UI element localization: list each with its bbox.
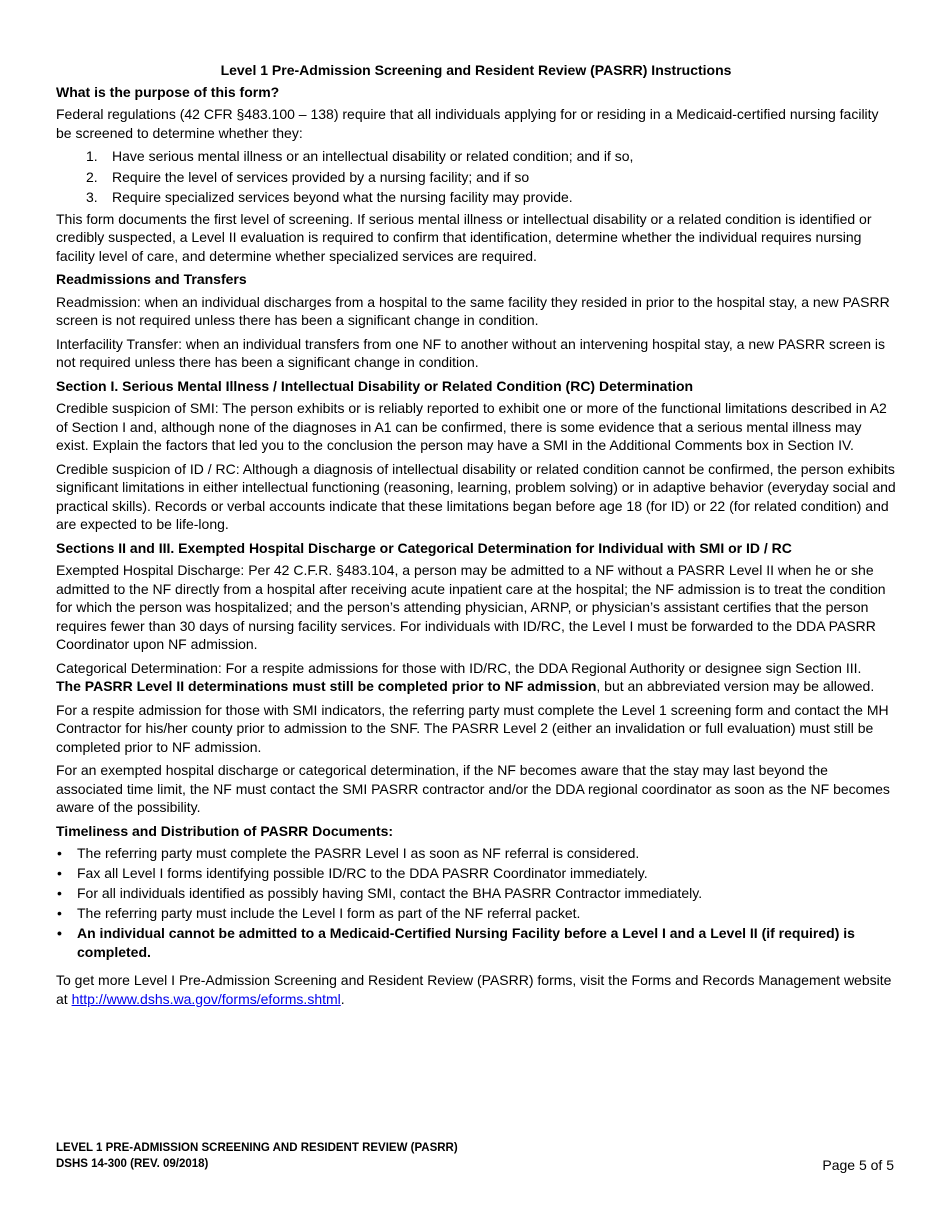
item-text: Require the level of services provided by a nursing facility; and if so	[112, 168, 530, 185]
item-number: 3.	[86, 189, 98, 205]
purpose-item	[56, 188, 896, 207]
closing-paragraph	[56, 971, 896, 1008]
forms-website-link[interactable]: http://www.dshs.wa.gov/forms/eforms.shtml	[71, 990, 341, 1007]
readmissions-heading: Readmissions and Transfers	[56, 271, 247, 287]
list-item-text: The referring party must include the Level I form as part of the NF referral packet.	[77, 905, 581, 921]
list-item-text: For all individuals identified as possibly having SMI, contact the BHA PASRR Contractor immediately.	[77, 885, 703, 901]
bullet-glyph: •	[57, 865, 62, 881]
exempted-paragraph: Exempted Hospital Discharge: Per 42 C.F.R. §483.104, a person may be admitted to a NF without a PASRR Level II when he or she admitted to the NF directly from a hospital after receiving acute inpatient care at the hospital; the NF admission is to treat the condition for which the person was hospitalized; and the person’s attending physician, ARNP, or physician’s assistant certifies that the person requires fewer than 30 days of nursing facility services. For individuals with ID/RC, the Level I must be forwarded to the DDA PASRR Coordinator upon NF admission.	[56, 562, 886, 652]
document-title: Level 1 Pre-Admission Screening and Resident Review (PASRR) Instructions	[220, 62, 732, 78]
respite-paragraph: For a respite admission for those with SMI indicators, the referring party must complete the Level 1 screening form and contact the MH Contractor for his/her county prior to admission to the SNF. The PASRR Level 2 (either an invalidation or full evaluation) must still be completed prior to NF admission.	[56, 701, 889, 755]
document-body	[56, 61, 896, 1013]
section2-heading: Sections II and III. Exempted Hospital Discharge or Categorical Determination for Individual with SMI or ID / RC	[56, 539, 792, 556]
list-item-text: Fax all Level I forms identifying possible ID/RC to the DDA PASRR Coordinator immediately.	[77, 865, 648, 881]
closing-text: To get more Level I Pre-Admission Screening and Resident Review (PASRR) forms, visit the Forms and Records Management website at	[56, 972, 892, 1007]
purpose-item	[56, 168, 896, 187]
purpose-list	[56, 147, 896, 207]
list-item	[56, 844, 896, 863]
categorical-bold-text: The PASRR Level II determinations must still be completed prior to NF admission	[56, 678, 597, 694]
exempted-note-paragraph: For an exempted hospital discharge or categorical determination, if the NF becomes aware that the stay may last beyond the associated time limit, the NF must contact the SMI PASRR contractor and/or the DDA regional coordinator as soon as the NF becomes aware of the possibility.	[56, 762, 890, 815]
list-item-text: An individual cannot be admitted to a Medicaid-Certified Nursing Facility before a Level I and a Level II (if required) is completed.	[77, 925, 855, 960]
item-text: Require specialized services beyond what the nursing facility may provide.	[112, 189, 573, 205]
categorical-tail-text: , but an abbreviated version may be allowed.	[596, 678, 875, 694]
list-item-text: The referring party must complete the PASRR Level I as soon as NF referral is considered.	[77, 845, 640, 861]
purpose-closing: This form documents the first level of screening. If serious mental illness or intellectual disability or a related condition is identified or credibly suspected, a Level II evaluation is required to confirm that identification, determine whether the individual requires nursing facility level of care, and determine whether specialized services are required.	[56, 210, 872, 264]
categorical-text: Categorical Determination: For a respite admissions for those with ID/RC, the DDA Regional Authority or designee sign Section III.	[56, 659, 862, 676]
timeliness-list	[56, 844, 896, 961]
footer-form-number: DSHS 14-300 (REV. 09/2018)	[56, 1158, 209, 1170]
bullet-glyph: •	[57, 925, 62, 941]
smi-paragraph: Credible suspicion of SMI: The person exhibits or is reliably reported to exhibit one or more of the functional limitations described in A2 of Section I and, although none of the diagnoses in A1 can be confirmed, there is some evidence that a serious mental illness may exist. Explain the factors that led you to the conclusion the person may have a SMI in the Additional Comments box in Section IV.	[56, 400, 887, 453]
page-footer	[56, 1140, 896, 1172]
list-item-bold	[56, 924, 896, 961]
purpose-intro: Federal regulations (42 CFR §483.100 – 138) require that all individuals applying for or residing in a Medicaid-certified nursing facility be screened to determine whether they:	[56, 106, 879, 141]
transfer-paragraph: Interfacility Transfer: when an individual transfers from one NF to another without an intervening hospital stay, a new PASRR screen is not required unless there has been a significant change in condition.	[56, 335, 885, 370]
bullet-glyph: •	[57, 845, 62, 861]
item-number: 1.	[86, 148, 98, 164]
page-number: Page 5 of 5	[822, 1157, 894, 1173]
item-text: Have serious mental illness or an intellectual disability or related condition; and if so,	[112, 148, 634, 164]
closing-end: .	[340, 990, 345, 1007]
timeliness-heading: Timeliness and Distribution of PASRR Documents:	[56, 822, 394, 839]
categorical-paragraph	[56, 659, 896, 696]
list-item	[56, 864, 896, 883]
bullet-glyph: •	[57, 885, 62, 901]
readmission-paragraph: Readmission: when an individual discharges from a hospital to the same facility they resided in prior to the hospital stay, a new PASRR screen is not required unless there has been a significant change in condition.	[56, 293, 890, 328]
list-item	[56, 904, 896, 923]
list-item	[56, 884, 896, 903]
purpose-heading: What is the purpose of this form?	[56, 83, 280, 100]
footer-form-title: LEVEL 1 PRE-ADMISSION SCREENING AND RESIDENT REVIEW (PASRR)	[56, 1142, 458, 1154]
idrc-paragraph: Credible suspicion of ID / RC: Although a diagnosis of intellectual disability or related condition cannot be confirmed, the person exhibits significant limitations in either intellectual functioning (reasoning, learning, problem solving) or in adaptive behavior (everyday social and practical skills). Records or verbal accounts indicate that these limitations began before age 18 (for ID) or 22 (for related condition) and are expected to be life-long.	[56, 460, 896, 532]
purpose-item	[56, 147, 896, 166]
item-number: 2.	[86, 168, 98, 185]
bullet-glyph: •	[57, 905, 62, 921]
section1-heading: Section I. Serious Mental Illness / Intellectual Disability or Related Condition (RC) Determination	[56, 377, 694, 394]
